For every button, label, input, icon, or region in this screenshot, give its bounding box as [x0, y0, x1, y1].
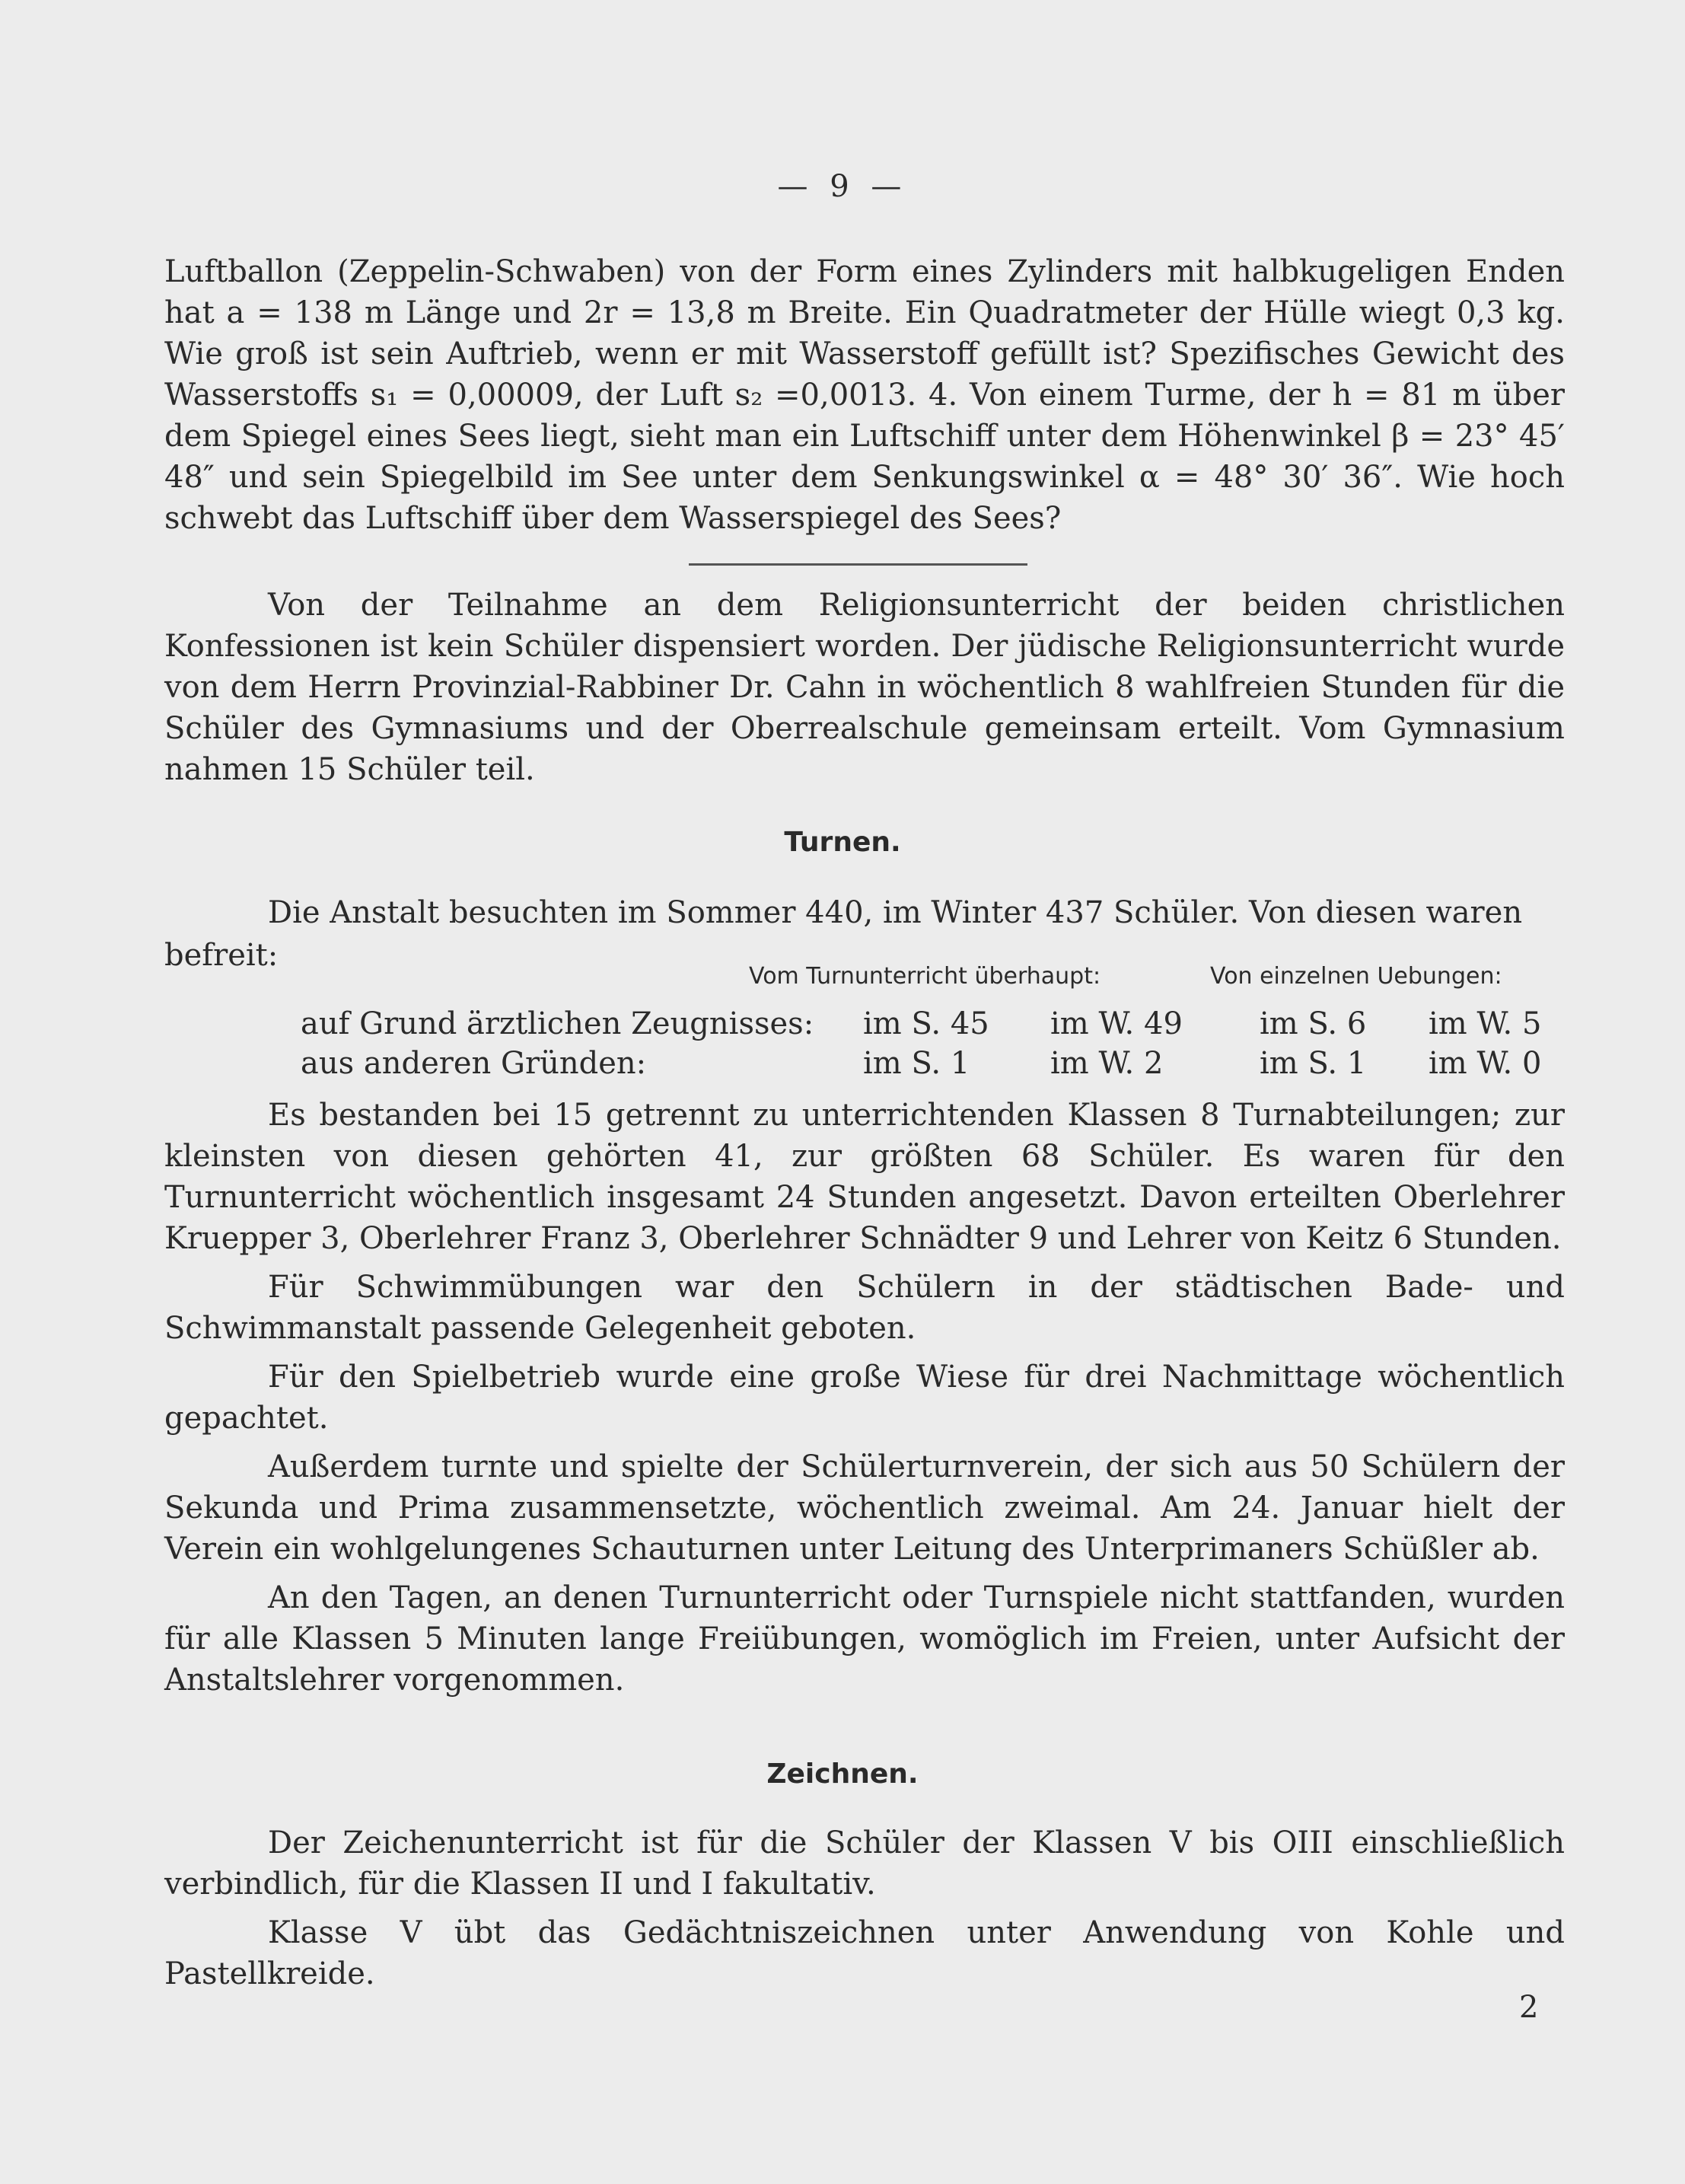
cell-summer-overall: im S. 45 [863, 1006, 989, 1041]
table-header-overall: Vom Turnunterricht überhaupt: [749, 963, 1101, 990]
turnen-paragraph: Für den Spielbetrieb wurde eine große Wiese für drei Nachmittage wöchentlich gepachtet. [164, 1360, 1565, 1436]
cell-summer-partial: im S. 6 [1260, 1006, 1367, 1041]
cell-summer-partial: im S. 1 [1260, 1046, 1367, 1081]
row-label: aus anderen Gründen: [301, 1046, 647, 1081]
row-label: auf Grund ärztlichen Zeugnisses: [301, 1006, 814, 1041]
zeichnen-paragraph: Klasse V übt das Gedächtniszeichnen unter Anwendung von Kohle und Pastellkreide. [164, 1915, 1565, 1991]
table-header-partial: Von einzelnen Uebungen: [1210, 963, 1502, 990]
religion-section [164, 585, 1565, 790]
cell-winter-overall: im W. 2 [1050, 1046, 1164, 1081]
zeichnen-body [164, 1822, 1565, 2002]
cell-winter-partial: im W. 0 [1429, 1046, 1542, 1081]
turnen-intro: Die Anstalt besuchten im Sommer 440, im Winter 437 Schüler. Von diesen waren [268, 895, 1523, 930]
turnen-heading: Turnen. [784, 827, 901, 858]
turnen-paragraph: Es bestanden bei 15 getrennt zu unterrichtenden Klassen 8 Turnabteilungen; zur kleinsten von diesen gehörten 41, zur größten 68 Schüler. Es waren für den Turnunterricht wöchentlich insgesamt 24 Stunden angesetzt. Davon erteilten Oberlehrer Kruepper 3, Oberlehrer Franz 3, Oberlehrer Schnädter 9 und Lehrer von Keitz 6 Stunden. [164, 1098, 1565, 1256]
befreit-label: befreit: [164, 938, 279, 973]
turnen-paragraph: Für Schwimmübungen war den Schülern in der städtischen Bade- und Schwimmanstalt passende Gelegenheit geboten. [164, 1270, 1565, 1346]
intro-paragraph: Luftballon (Zeppelin-Schwaben) von der Form eines Zylinders mit halbkugeligen Enden hat a = 138 m Länge und 2r = 13,8 m Breite. Ein Quadratmeter der Hülle wiegt 0,3 kg. Wie groß ist sein Auftrieb, wenn er mit Wasserstoff gefüllt ist? Spezifisches Gewicht des Wasserstoffs s₁ = 0,00009, der Luft s₂ =0,0013. 4. Von einem Turme, der h = 81 m über dem Spiegel eines Sees liegt, sieht man ein Luftschiff unter dem Höhenwinkel β = 23° 45′ 48″ und sein Spiegelbild im See unter dem Senkungswinkel α = 48° 30′ 36″. Wie hoch schwebt das Luftschiff über dem Wasserspiegel des Sees? [164, 254, 1565, 536]
cell-winter-partial: im W. 5 [1429, 1006, 1542, 1041]
cell-winter-overall: im W. 49 [1050, 1006, 1183, 1041]
turnen-paragraph: Außerdem turnte und spielte der Schülerturnverein, der sich aus 50 Schülern der Sekunda und Prima zusammensetzte, wöchentlich zweimal. Am 24. Januar hielt der Verein ein wohlgelungenes Schauturnen unter Leitung des Unterprimaners Schüßler ab. [164, 1449, 1565, 1567]
turnen-paragraph: An den Tagen, an denen Turnunterricht oder Turnspiele nicht stattfanden, wurden für alle Klassen 5 Minuten lange Freiübungen, womöglich im Freien, unter Aufsicht der Anstaltslehrer vorgenommen. [164, 1580, 1565, 1698]
zeichnen-heading: Zeichnen. [766, 1758, 919, 1790]
turnen-intro-block [164, 892, 1565, 933]
turnen-body [164, 1095, 1565, 1708]
signature-mark: 2 [1519, 1990, 1539, 2025]
zeichnen-paragraph: Der Zeichenunterricht ist für die Schüler der Klassen V bis OIII einschließlich verbindlich, für die Klassen II und I fakultativ. [164, 1825, 1565, 1902]
cell-summer-overall: im S. 1 [863, 1046, 970, 1081]
page-number: — 9 — [777, 169, 908, 204]
religion-paragraph: Von der Teilnahme an dem Religionsunterricht der beiden christlichen Konfessionen ist kein Schüler dispensiert worden. Der jüdische Religionsunterricht wurde von dem Herrn Provinzial-Rabbiner Dr. Cahn in wöchentlich 8 wahlfreien Stunden für die Schüler des Gymnasiums und der Oberrealschule gemeinsam erteilt. Vom Gymnasium nahmen 15 Schüler teil. [164, 588, 1565, 787]
section-divider [689, 563, 1027, 566]
